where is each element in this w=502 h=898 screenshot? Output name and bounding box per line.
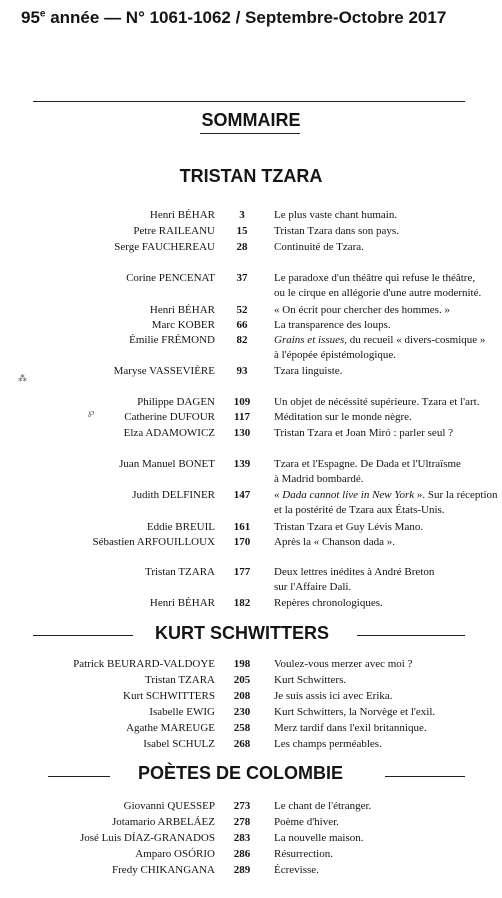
toc-entry (0, 457, 502, 487)
entry-author: Tristan TZARA (145, 674, 215, 686)
entry-author: Henri BÉHAR (149, 304, 215, 316)
toc-entry (0, 271, 502, 301)
entry-author: Juan Manuel BONET (119, 458, 215, 470)
top-rule (33, 101, 465, 102)
entry-page-number: 205 (233, 674, 251, 686)
entry-page-number: 283 (233, 832, 251, 844)
entry-article-title: à l'épopée épistémologique. (274, 349, 397, 361)
entry-author: Giovanni QUESSEP (123, 800, 215, 812)
entry-author: Patrick BEURARD-VALDOYE (73, 658, 215, 670)
entry-article-title: Tristan Tzara dans son pays. (274, 225, 399, 237)
toc-entry (0, 657, 502, 672)
entry-article-title: Les champs perméables. (274, 738, 382, 750)
entry-page-number: 208 (233, 690, 251, 702)
entry-article-title: La nouvelle maison. (274, 832, 364, 844)
entry-page-number: 258 (233, 722, 251, 734)
entry-article-title: Poème d'hiver. (274, 816, 339, 828)
issue-header (21, 8, 446, 28)
toc-entry (0, 596, 502, 611)
scan-mark: ℘ (88, 407, 95, 417)
entry-article-title: Écrevisse. (274, 864, 319, 876)
entry-article-title: Grains et issues, du recueil « divers-cosmique » (274, 334, 486, 346)
entry-article-title: Repères chronologiques. (274, 597, 383, 609)
entry-article-title: Méditation sur le monde nègre. (274, 411, 412, 423)
entry-page-number: 66 (236, 319, 248, 331)
entry-page-number: 198 (233, 658, 251, 670)
entry-article-title: Le paradoxe d'un théâtre qui refuse le théâtre, (274, 272, 476, 284)
entry-author: Elza ADAMOWICZ (123, 427, 215, 439)
toc-entry (0, 395, 502, 410)
entry-page-number: 230 (233, 706, 251, 718)
entry-page-number: 93 (236, 365, 248, 377)
entry-author: Henri BÉHAR (149, 209, 215, 221)
entry-article-title: Je suis assis ici avec Erika. (274, 690, 393, 702)
entry-article-title: Après la « Chanson dada ». (274, 536, 395, 548)
entry-author: Henri BÉHAR (149, 597, 215, 609)
entry-page-number: 177 (233, 566, 251, 578)
entry-author: Maryse VASSEVIÈRE (113, 365, 215, 377)
entry-article-title: Kurt Schwitters, la Norvège et l'exil. (274, 706, 436, 718)
entry-page-number: 37 (236, 272, 248, 284)
toc-entry (0, 488, 502, 518)
entry-page-number: 15 (236, 225, 248, 237)
entry-author: Serge FAUCHEREAU (114, 241, 215, 253)
entry-article-title: « On écrit pour chercher des hommes. » (274, 304, 450, 316)
toc-entry (0, 364, 502, 379)
entry-author: José Luis DÍAZ-GRANADOS (79, 832, 215, 844)
entry-article-title: Kurt Schwitters. (274, 674, 347, 686)
entry-author: Isabel SCHULZ (143, 738, 215, 750)
scan-mark: ⁂ (18, 373, 27, 383)
entry-author: Philippe DAGEN (137, 396, 215, 408)
entry-article-title: Un objet de nécéssité supérieure. Tzara et l'art. (274, 396, 480, 408)
toc-entry (0, 863, 502, 878)
toc-entry (0, 333, 502, 363)
entry-page-number: 268 (233, 738, 251, 750)
issue-number: 95 (21, 8, 40, 27)
toc-entry (0, 799, 502, 814)
entry-page-number: 278 (233, 816, 251, 828)
section-heading-tzara: TRISTAN TZARA (179, 166, 323, 186)
entry-page-number: 3 (239, 209, 245, 221)
entry-author: Eddie BREUIL (146, 521, 215, 533)
page-title: SOMMAIRE (201, 110, 301, 130)
entry-page-number: 82 (236, 334, 248, 346)
entry-page-number: 289 (233, 864, 251, 876)
entry-page-number: 182 (233, 597, 251, 609)
entry-author: Jotamario ARBELÁEZ (112, 816, 215, 828)
entry-page-number: 109 (233, 396, 251, 408)
entry-author: Judith DELFINER (132, 489, 215, 501)
toc-entry (0, 426, 502, 441)
entry-author: Fredy CHIKANGANA (112, 864, 215, 876)
entry-article-title: « Dada cannot live in New York ». Sur la réception (274, 489, 498, 501)
entry-article-title: Le chant de l'étranger. (274, 800, 372, 812)
title-underline (200, 133, 300, 134)
toc-entry (0, 673, 502, 688)
toc-entry (0, 224, 502, 239)
toc-entry (0, 737, 502, 752)
toc-entry (0, 240, 502, 255)
entry-article-title: Tristan Tzara et Guy Lévis Mano. (274, 521, 424, 533)
entry-article-title: La transparence des loups. (274, 319, 391, 331)
entry-article-title: Tzara linguiste. (274, 365, 343, 377)
entry-page-number: 139 (233, 458, 251, 470)
entry-page-number: 28 (236, 241, 248, 253)
entry-article-title: Résurrection. (274, 848, 333, 860)
entry-page-number: 52 (236, 304, 248, 316)
entry-article-title: sur l'Affaire Dali. (274, 581, 352, 593)
entry-author: Marc KOBER (151, 319, 215, 331)
entry-page-number: 130 (233, 427, 251, 439)
entry-author: Isabelle EWIG (149, 706, 215, 718)
entry-article-title: ou le cirque en allégorie d'une autre modernité. (274, 287, 482, 299)
entry-article-title: et la postérité de Tzara aux États-Unis. (274, 504, 445, 516)
entry-page-number: 161 (233, 521, 251, 533)
entry-page-number: 286 (233, 848, 251, 860)
toc-entry (0, 721, 502, 736)
section-heading-schwitters: KURT SCHWITTERS (155, 623, 329, 643)
toc-entry (0, 815, 502, 830)
entry-author: Catherine DUFOUR (124, 411, 215, 423)
entry-page-number: 273 (233, 800, 251, 812)
toc-entry (0, 303, 502, 318)
entry-page-number: 170 (233, 536, 251, 548)
rule-left-schwitters (33, 635, 133, 636)
entry-article-title: Tristan Tzara et Joan Miró : parler seul ? (274, 427, 454, 439)
toc-entry (0, 520, 502, 550)
entry-article-title: Merz tardif dans l'exil britannique. (274, 722, 427, 734)
entry-author: Émilie FRÉMOND (129, 334, 215, 346)
entry-page-number: 147 (233, 489, 251, 501)
rule-right-colombie (385, 776, 465, 777)
toc-entry (0, 831, 502, 846)
entry-article-title: Le plus vaste chant humain. (274, 209, 398, 221)
entry-author: Petre RAILEANU (133, 225, 215, 237)
entry-article-title: Continuité de Tzara. (274, 241, 364, 253)
toc-entry (0, 410, 502, 425)
toc-entry (0, 689, 502, 704)
rule-right-schwitters (357, 635, 465, 636)
entry-author: Sébastien ARFOUILLOUX (92, 536, 215, 548)
toc-entry (0, 208, 502, 223)
toc-entry (0, 318, 502, 333)
entry-author: Corine PENCENAT (126, 272, 215, 284)
entry-article-title: à Madrid bombardé. (274, 473, 364, 485)
toc-entry (0, 847, 502, 862)
section-heading-colombie: POÈTES DE COLOMBIE (138, 763, 344, 783)
entry-author: Kurt SCHWITTERS (123, 690, 215, 702)
entry-author: Agathe MAREUGE (126, 722, 215, 734)
issue-details: année — N° 1061-1062 / Septembre-Octobre 2017 (45, 8, 447, 27)
entry-article-title: Deux lettres inédites à André Breton (274, 566, 435, 578)
entry-article-title: Voulez-vous merzer avec moi ? (274, 658, 413, 670)
toc-entry (0, 705, 502, 720)
entry-author: Tristan TZARA (145, 566, 215, 578)
rule-left-colombie (48, 776, 110, 777)
issue-number-suffix: e (39, 8, 46, 20)
toc-entry (0, 565, 502, 595)
entry-article-title: Tzara et l'Espagne. De Dada et l'Ultraïsme (274, 458, 461, 470)
entry-author: Amparo OSÓRIO (135, 848, 215, 860)
entry-page-number: 117 (234, 411, 250, 423)
